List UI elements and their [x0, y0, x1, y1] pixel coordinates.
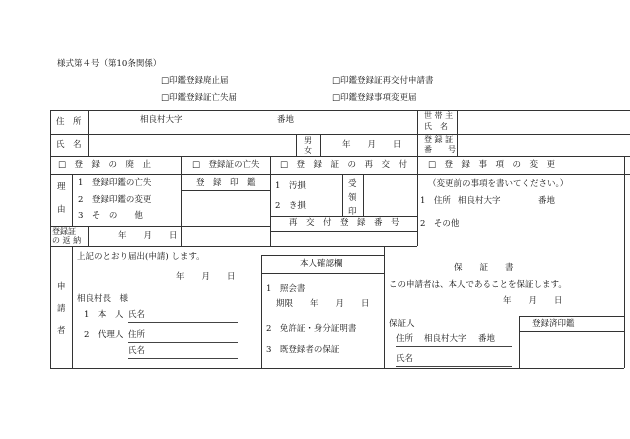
self-name-underline[interactable] [128, 322, 238, 323]
self-label: 1 本 人 [84, 310, 124, 320]
registered-seal-box-label: 登録済印鑑 [532, 319, 575, 329]
identity-item-3[interactable]: 3 既登録者の保証 [266, 345, 340, 355]
reason-item-3[interactable]: 3 そ の 他 [78, 211, 143, 221]
registered-seal-label: 登 録 印 鑑 [196, 178, 256, 188]
proxy-name-underline[interactable] [128, 358, 238, 359]
reissue-item-1[interactable]: 1 汚損 [275, 181, 306, 191]
form-id: 様式第４号（第10条関係） [57, 59, 162, 69]
reason-item-1[interactable]: 1 登録印鑑の亡失 [78, 178, 152, 188]
proxy-label: 2 代理人 [84, 330, 124, 340]
address-suffix: 番地 [277, 115, 295, 125]
reissue-number-label: 再 交 付 登 録 番 号 [289, 218, 400, 228]
applicant-statement: 上記のとおり届出(申請) します。 [77, 252, 205, 262]
gender-female[interactable]: 女 [304, 146, 312, 155]
identity-item-1[interactable]: 1 照会書 [266, 284, 306, 294]
identity-item-2[interactable]: 2 免許証・身分証明書 [266, 324, 357, 334]
address-value[interactable]: 相良村大字 [140, 115, 183, 125]
applicant-label-2: 請 [57, 304, 66, 314]
guarantee-title: 保 証 書 [454, 263, 514, 273]
name-label: 氏 名 [56, 140, 82, 150]
guarantee-date[interactable]: 年 月 日 [503, 296, 563, 306]
card-number-label-1: 登 録 証 [424, 135, 454, 144]
householder-label-2: 氏 名 [424, 122, 448, 131]
identity-item-1-deadline[interactable]: 期限 年 月 日 [276, 299, 370, 309]
option-abolish-notice[interactable]: □印鑑登録廃止届 [161, 76, 229, 86]
guarantor-address-suffix: 番地 [478, 334, 496, 344]
guarantor-address-value[interactable]: 相良村大字 [424, 334, 467, 344]
change-note: （変更前の事項を書いてください。） [428, 179, 569, 189]
change-address-label: 1 住所 [420, 196, 451, 206]
section-abolish[interactable]: □ 登 録 の 廃 止 [58, 160, 152, 170]
guarantor-name-underline[interactable] [396, 366, 512, 367]
addressee: 相良村長 様 [77, 294, 129, 304]
section-change[interactable]: □ 登 録 事 項 の 変 更 [428, 160, 556, 170]
proxy-name-label: 氏名 [128, 346, 146, 356]
applicant-label-1: 申 [57, 282, 66, 292]
reason-item-2[interactable]: 2 登録印鑑の変更 [78, 195, 152, 205]
guarantor-address-underline[interactable] [396, 346, 512, 347]
reason-label-bottom: 由 [57, 205, 66, 215]
change-address-value[interactable]: 相良村大字 [458, 196, 501, 206]
option-lost-notice[interactable]: □印鑑登録証亡失届 [161, 93, 238, 103]
guarantor-name-label: 氏名 [396, 354, 414, 364]
gender-male[interactable]: 男 [304, 136, 312, 145]
reissue-item-2[interactable]: 2 き損 [275, 201, 306, 211]
self-name-label: 氏名 [128, 310, 146, 320]
reason-label-top: 理 [57, 182, 66, 192]
change-address-suffix: 番地 [538, 196, 556, 206]
section-reissue[interactable]: □ 登 録 証 の 再 交 付 [280, 160, 408, 170]
proxy-address-underline[interactable] [128, 342, 238, 343]
date-of-birth[interactable]: 年 月 日 [342, 140, 402, 150]
proxy-address-label: 住所 [128, 330, 146, 340]
section-lost[interactable]: □ 登録証の亡失 [192, 160, 260, 170]
guarantor-address-label: 住所 [396, 334, 414, 344]
return-label-2: の 返 納 [52, 236, 82, 245]
registered-seal-box[interactable] [520, 332, 623, 367]
applicant-label-3: 者 [57, 326, 66, 336]
identity-title: 本人確認欄 [300, 259, 343, 269]
return-date[interactable]: 年 月 日 [118, 231, 178, 241]
applicant-date[interactable]: 年 月 日 [176, 272, 236, 282]
guarantee-statement: この申請者は、本人であることを保証します。 [389, 280, 567, 290]
address-label: 住 所 [56, 117, 82, 127]
receipt-seal-label: 受 領 印 [348, 179, 357, 217]
card-number-label-2: 番 号 [424, 145, 456, 154]
option-reissue-application[interactable]: □印鑑登録証再交付申請書 [332, 76, 434, 86]
return-label-1: 登録証 [52, 227, 76, 236]
option-change-notice[interactable]: □印鑑登録事項変更届 [332, 93, 417, 103]
guarantor-label: 保証人 [389, 319, 415, 329]
change-other[interactable]: 2 その他 [420, 219, 460, 229]
householder-label-1: 世 帯 主 [424, 111, 454, 120]
